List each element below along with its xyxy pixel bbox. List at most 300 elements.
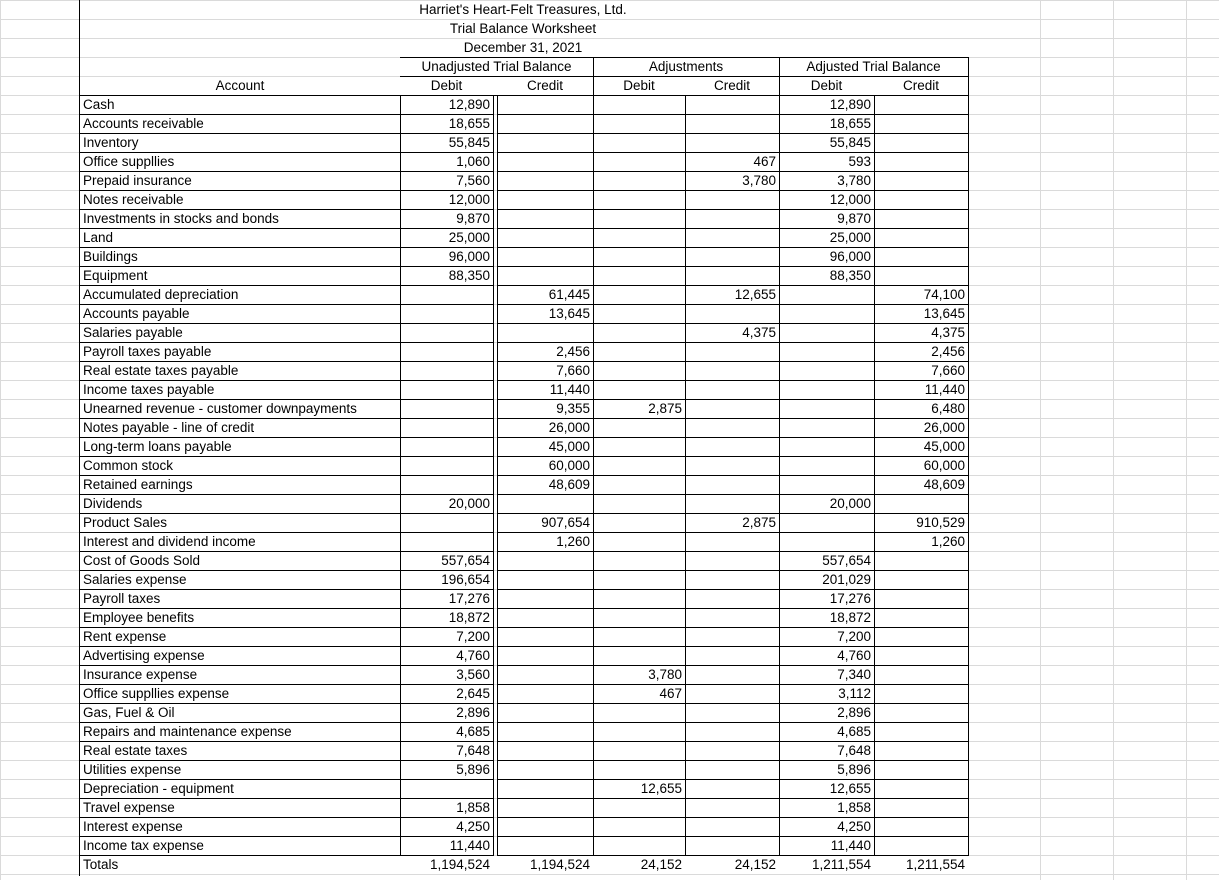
account-cell[interactable]: Notes receivable [83, 192, 184, 207]
unadjusted-debit-cell[interactable]: 2,645 [456, 686, 490, 701]
adjustments-debit-cell[interactable] [593, 171, 685, 190]
adjustments-debit-cell[interactable] [593, 152, 685, 171]
adjusted-credit-cell[interactable]: 13,645 [923, 306, 965, 321]
unadjusted-debit-cell[interactable]: 55,845 [448, 135, 490, 150]
account-cell[interactable]: Unearned revenue - customer downpayments [83, 401, 357, 416]
unadjusted-credit-cell[interactable] [497, 266, 593, 285]
adjustments-debit-cell[interactable] [593, 760, 685, 779]
totals-adjustments-debit[interactable]: 24,152 [640, 857, 682, 872]
unadjusted-debit-cell[interactable] [400, 380, 493, 399]
account-cell[interactable]: Accounts receivable [83, 116, 204, 131]
adjustments-debit-cell[interactable] [593, 836, 685, 855]
unadjusted-credit-cell[interactable] [497, 836, 593, 855]
unadjusted-trial-balance-header[interactable]: Unadjusted Trial Balance [421, 59, 572, 74]
adjustments-credit-cell[interactable]: 467 [753, 154, 776, 169]
unadjusted-credit-cell[interactable] [497, 817, 593, 836]
adjustments-debit-cell[interactable]: 12,655 [640, 781, 682, 796]
adjusted-debit-cell[interactable]: 557,654 [822, 553, 871, 568]
totals-unadjusted-debit[interactable]: 1,194,524 [429, 857, 490, 872]
adjustments-debit-cell[interactable] [593, 551, 685, 570]
adjusted-debit-cell[interactable]: 7,648 [837, 743, 871, 758]
adjustments-debit-cell[interactable] [593, 798, 685, 817]
unadjusted-debit-cell[interactable] [400, 285, 493, 304]
account-cell[interactable]: Salaries expense [83, 572, 187, 587]
unadjusted-credit-cell[interactable] [497, 684, 593, 703]
adjustments-credit-cell[interactable] [685, 95, 779, 114]
totals-adjusted-credit[interactable]: 1,211,554 [905, 857, 965, 872]
adjustments-debit-cell[interactable] [593, 437, 685, 456]
adjusted-credit-cell[interactable] [874, 608, 968, 627]
adjustments-credit-cell[interactable] [685, 494, 779, 513]
account-cell[interactable]: Office suppllies expense [83, 686, 230, 701]
unadjusted-debit-cell[interactable]: 96,000 [448, 249, 490, 264]
unadjusted-debit-cell[interactable]: 1,858 [456, 800, 490, 815]
adjusted-debit-header[interactable]: Debit [810, 78, 843, 93]
account-cell[interactable]: Notes payable - line of credit [83, 420, 255, 435]
adjusted-debit-cell[interactable]: 4,685 [837, 724, 871, 739]
adjustments-credit-cell[interactable] [685, 551, 779, 570]
adjusted-credit-cell[interactable]: 1,260 [931, 534, 965, 549]
unadjusted-debit-cell[interactable]: 4,685 [456, 724, 490, 739]
adjusted-debit-cell[interactable]: 11,440 [830, 838, 871, 853]
account-cell[interactable]: Cash [83, 97, 115, 112]
adjusted-debit-cell[interactable]: 55,845 [829, 135, 871, 150]
adjusted-credit-cell[interactable] [874, 190, 968, 209]
adjustments-debit-cell[interactable] [593, 285, 685, 304]
adjustments-credit-cell[interactable] [685, 722, 779, 741]
adjustments-credit-cell[interactable] [685, 399, 779, 418]
adjustments-debit-cell[interactable] [593, 513, 685, 532]
adjustments-debit-cell[interactable] [593, 361, 685, 380]
adjusted-debit-cell[interactable]: 12,000 [829, 192, 871, 207]
unadjusted-credit-cell[interactable]: 13,645 [548, 306, 590, 321]
adjusted-debit-cell[interactable]: 20,000 [829, 496, 871, 511]
adjustments-debit-cell[interactable]: 3,780 [648, 667, 682, 682]
adjusted-debit-cell[interactable]: 18,872 [829, 610, 871, 625]
adjustments-credit-cell[interactable]: 4,375 [742, 325, 776, 340]
adjusted-debit-cell[interactable]: 4,250 [837, 819, 871, 834]
unadjusted-credit-cell[interactable] [497, 228, 593, 247]
account-cell[interactable]: Utilities expense [83, 762, 182, 777]
account-cell[interactable]: Dividends [83, 496, 143, 511]
unadjusted-debit-cell[interactable] [400, 456, 493, 475]
unadjusted-credit-cell[interactable] [497, 589, 593, 608]
account-cell[interactable]: Investments in stocks and bonds [83, 211, 279, 226]
adjusted-credit-cell[interactable]: 45,000 [923, 439, 965, 454]
adjusted-debit-cell[interactable] [779, 361, 874, 380]
adjustments-credit-cell[interactable] [685, 589, 779, 608]
unadjusted-debit-cell[interactable]: 9,870 [456, 211, 490, 226]
adjusted-debit-cell[interactable]: 201,029 [822, 572, 871, 587]
adjusted-credit-cell[interactable] [874, 494, 968, 513]
adjusted-credit-cell[interactable]: 7,660 [931, 363, 965, 378]
unadjusted-debit-cell[interactable] [400, 532, 493, 551]
adjusted-debit-cell[interactable]: 4,760 [837, 648, 871, 663]
adjustments-credit-header[interactable]: Credit [713, 78, 750, 93]
adjusted-debit-cell[interactable]: 12,890 [829, 97, 871, 112]
adjusted-debit-cell[interactable]: 3,112 [838, 686, 871, 701]
adjustments-credit-cell[interactable] [685, 608, 779, 627]
adjustments-header[interactable]: Adjustments [648, 59, 724, 74]
adjustments-debit-cell[interactable] [593, 532, 685, 551]
unadjusted-credit-cell[interactable] [497, 171, 593, 190]
account-cell[interactable]: Equipment [83, 268, 148, 283]
adjustments-debit-cell[interactable] [593, 228, 685, 247]
adjusted-credit-cell[interactable] [874, 551, 968, 570]
account-cell[interactable]: Long-term loans payable [83, 439, 232, 454]
totals-label[interactable]: Totals [83, 857, 119, 872]
adjustments-credit-cell[interactable] [685, 817, 779, 836]
account-cell[interactable]: Retained earnings [83, 477, 193, 492]
unadjusted-debit-cell[interactable] [400, 323, 493, 342]
adjustments-debit-cell[interactable] [593, 817, 685, 836]
unadjusted-credit-cell[interactable] [497, 190, 593, 209]
unadjusted-credit-cell[interactable] [497, 323, 593, 342]
adjusted-credit-cell[interactable] [874, 646, 968, 665]
worksheet-date[interactable]: December 31, 2021 [463, 40, 583, 55]
adjustments-debit-cell[interactable] [593, 494, 685, 513]
adjusted-debit-cell[interactable]: 12,655 [829, 781, 871, 796]
totals-adjusted-debit[interactable]: 1,211,554 [811, 857, 871, 872]
adjustments-credit-cell[interactable] [685, 684, 779, 703]
unadjusted-credit-cell[interactable]: 60,000 [548, 458, 590, 473]
unadjusted-debit-cell[interactable]: 557,654 [441, 553, 490, 568]
account-cell[interactable]: Advertising expense [83, 648, 205, 663]
adjusted-debit-cell[interactable] [779, 456, 874, 475]
unadjusted-credit-cell[interactable]: 2,456 [556, 344, 590, 359]
unadjusted-debit-cell[interactable] [400, 399, 493, 418]
company-name[interactable]: Harriet's Heart-Felt Treasures, Ltd. [419, 2, 627, 17]
adjustments-credit-cell[interactable]: 12,655 [734, 287, 776, 302]
adjustments-credit-cell[interactable] [685, 190, 779, 209]
adjustments-debit-cell[interactable] [593, 646, 685, 665]
unadjusted-debit-cell[interactable]: 4,760 [456, 648, 490, 663]
account-cell[interactable]: Depreciation - equipment [83, 781, 234, 796]
account-cell[interactable]: Cost of Goods Sold [83, 553, 201, 568]
adjustments-debit-cell[interactable] [593, 570, 685, 589]
adjustments-credit-cell[interactable] [685, 703, 779, 722]
adjusted-debit-cell[interactable] [779, 532, 874, 551]
adjustments-credit-cell[interactable] [685, 570, 779, 589]
unadjusted-debit-cell[interactable]: 7,200 [456, 629, 490, 644]
adjustments-debit-cell[interactable] [593, 114, 685, 133]
unadjusted-debit-cell[interactable]: 7,560 [456, 173, 490, 188]
adjusted-credit-cell[interactable]: 26,000 [923, 420, 965, 435]
account-cell[interactable]: Product Sales [83, 515, 168, 530]
unadjusted-credit-cell[interactable] [497, 152, 593, 171]
adjustments-debit-cell[interactable] [593, 703, 685, 722]
unadjusted-debit-cell[interactable]: 18,872 [448, 610, 490, 625]
adjustments-credit-cell[interactable] [685, 456, 779, 475]
adjusted-debit-cell[interactable]: 18,655 [829, 116, 871, 131]
account-cell[interactable]: Real estate taxes [83, 743, 188, 758]
adjustments-debit-cell[interactable] [593, 95, 685, 114]
adjustments-credit-cell[interactable]: 3,780 [742, 173, 776, 188]
unadjusted-debit-cell[interactable]: 25,000 [448, 230, 490, 245]
unadjusted-credit-cell[interactable] [497, 133, 593, 152]
adjusted-credit-cell[interactable]: 2,456 [931, 344, 965, 359]
unadjusted-credit-cell[interactable]: 45,000 [548, 439, 590, 454]
adjustments-debit-cell[interactable] [593, 627, 685, 646]
adjusted-debit-cell[interactable] [779, 323, 874, 342]
unadjusted-debit-cell[interactable]: 18,655 [448, 116, 490, 131]
adjustments-credit-cell[interactable] [685, 418, 779, 437]
unadjusted-credit-cell[interactable]: 7,660 [556, 363, 590, 378]
account-cell[interactable]: Inventory [83, 135, 139, 150]
adjusted-credit-header[interactable]: Credit [902, 78, 939, 93]
totals-unadjusted-credit[interactable]: 1,194,524 [529, 857, 590, 872]
unadjusted-credit-cell[interactable] [497, 209, 593, 228]
adjustments-credit-cell[interactable] [685, 798, 779, 817]
unadjusted-debit-cell[interactable] [400, 779, 493, 798]
adjusted-debit-cell[interactable]: 2,896 [837, 705, 871, 720]
adjustments-credit-cell[interactable] [685, 380, 779, 399]
adjustments-credit-cell[interactable] [685, 741, 779, 760]
unadjusted-debit-cell[interactable]: 17,276 [448, 591, 490, 606]
adjustments-credit-cell[interactable] [685, 437, 779, 456]
account-cell[interactable]: Insurance expense [83, 667, 198, 682]
adjusted-debit-cell[interactable] [779, 475, 874, 494]
adjusted-credit-cell[interactable] [874, 798, 968, 817]
adjustments-credit-cell[interactable] [685, 532, 779, 551]
adjusted-credit-cell[interactable] [874, 171, 968, 190]
account-cell[interactable]: Travel expense [83, 800, 175, 815]
account-cell[interactable]: Rent expense [83, 629, 167, 644]
adjusted-credit-cell[interactable] [874, 722, 968, 741]
unadjusted-credit-cell[interactable] [497, 570, 593, 589]
adjusted-credit-cell[interactable] [874, 266, 968, 285]
adjusted-credit-cell[interactable]: 48,609 [923, 477, 965, 492]
adjustments-debit-cell[interactable] [593, 589, 685, 608]
adjustments-debit-cell[interactable] [593, 247, 685, 266]
adjustments-debit-cell[interactable] [593, 722, 685, 741]
adjusted-debit-cell[interactable] [779, 380, 874, 399]
adjustments-debit-cell[interactable] [593, 209, 685, 228]
unadjusted-credit-cell[interactable] [497, 779, 593, 798]
unadjusted-credit-cell[interactable] [497, 95, 593, 114]
account-cell[interactable]: Interest expense [83, 819, 183, 834]
worksheet-title[interactable]: Trial Balance Worksheet [449, 21, 597, 36]
unadjusted-credit-cell[interactable] [497, 494, 593, 513]
unadjusted-credit-cell[interactable] [497, 703, 593, 722]
adjustments-credit-cell[interactable] [685, 475, 779, 494]
adjusted-credit-cell[interactable] [874, 817, 968, 836]
unadjusted-credit-cell[interactable] [497, 760, 593, 779]
account-cell[interactable]: Interest and dividend income [83, 534, 256, 549]
adjusted-debit-cell[interactable]: 96,000 [829, 249, 871, 264]
account-cell[interactable]: Employee benefits [83, 610, 195, 625]
adjusted-credit-cell[interactable] [874, 665, 968, 684]
unadjusted-debit-cell[interactable]: 7,648 [456, 743, 490, 758]
adjusted-credit-cell[interactable] [874, 589, 968, 608]
unadjusted-debit-cell[interactable]: 1,060 [456, 154, 490, 169]
adjusted-debit-cell[interactable] [779, 418, 874, 437]
account-cell[interactable]: Land [83, 230, 114, 245]
adjusted-credit-cell[interactable]: 11,440 [924, 382, 965, 397]
adjustments-debit-cell[interactable] [593, 380, 685, 399]
adjustments-debit-header[interactable]: Debit [623, 78, 655, 93]
unadjusted-debit-cell[interactable] [400, 361, 493, 380]
unadjusted-debit-cell[interactable]: 11,440 [449, 838, 490, 853]
adjusted-credit-cell[interactable] [874, 95, 968, 114]
unadjusted-debit-cell[interactable]: 2,896 [456, 705, 490, 720]
unadjusted-credit-cell[interactable] [497, 627, 593, 646]
adjustments-credit-cell[interactable] [685, 760, 779, 779]
adjusted-debit-cell[interactable]: 17,276 [829, 591, 871, 606]
account-cell[interactable]: Buildings [83, 249, 138, 264]
account-cell[interactable]: Accounts payable [83, 306, 190, 321]
unadjusted-debit-cell[interactable]: 3,560 [456, 667, 490, 682]
unadjusted-debit-cell[interactable] [400, 475, 493, 494]
unadjusted-credit-cell[interactable] [497, 247, 593, 266]
adjustments-debit-cell[interactable]: 2,875 [648, 401, 682, 416]
account-cell[interactable]: Salaries payable [83, 325, 183, 340]
account-column-header[interactable]: Account [215, 78, 265, 93]
unadjusted-credit-cell[interactable] [497, 798, 593, 817]
adjusted-credit-cell[interactable] [874, 684, 968, 703]
adjusted-debit-cell[interactable]: 25,000 [829, 230, 871, 245]
unadjusted-debit-cell[interactable]: 4,250 [456, 819, 490, 834]
unadjusted-credit-cell[interactable] [497, 646, 593, 665]
unadjusted-credit-cell[interactable]: 61,445 [548, 287, 590, 302]
unadjusted-debit-cell[interactable] [400, 437, 493, 456]
adjusted-debit-cell[interactable]: 7,200 [837, 629, 871, 644]
adjustments-credit-cell[interactable] [685, 779, 779, 798]
unadjusted-debit-cell[interactable] [400, 304, 493, 323]
adjustments-debit-cell[interactable] [593, 342, 685, 361]
unadjusted-debit-cell[interactable]: 5,896 [456, 762, 490, 777]
adjusted-debit-cell[interactable]: 593 [848, 154, 871, 169]
unadjusted-debit-cell[interactable]: 20,000 [448, 496, 490, 511]
adjustments-debit-cell[interactable] [593, 323, 685, 342]
account-cell[interactable]: Gas, Fuel & Oil [83, 705, 175, 720]
adjusted-credit-cell[interactable] [874, 703, 968, 722]
adjustments-credit-cell[interactable] [685, 133, 779, 152]
adjustments-debit-cell[interactable] [593, 741, 685, 760]
adjusted-credit-cell[interactable] [874, 779, 968, 798]
adjustments-debit-cell[interactable] [593, 304, 685, 323]
adjustments-credit-cell[interactable] [685, 646, 779, 665]
unadjusted-credit-cell[interactable]: 9,355 [556, 401, 590, 416]
adjustments-credit-cell[interactable] [685, 836, 779, 855]
unadjusted-debit-cell[interactable]: 12,890 [448, 97, 490, 112]
adjustments-debit-cell[interactable] [593, 456, 685, 475]
unadjusted-debit-cell[interactable] [400, 342, 493, 361]
adjustments-debit-cell[interactable] [593, 475, 685, 494]
adjusted-credit-cell[interactable] [874, 741, 968, 760]
unadjusted-credit-header[interactable]: Credit [526, 78, 563, 93]
adjustments-credit-cell[interactable] [685, 361, 779, 380]
adjusted-debit-cell[interactable]: 7,340 [837, 667, 871, 682]
adjusted-debit-cell[interactable]: 3,780 [837, 173, 871, 188]
adjustments-credit-cell[interactable] [685, 665, 779, 684]
adjusted-trial-balance-header[interactable]: Adjusted Trial Balance [806, 59, 941, 74]
adjusted-credit-cell[interactable]: 6,480 [931, 401, 965, 416]
adjusted-credit-cell[interactable] [874, 836, 968, 855]
adjusted-credit-cell[interactable]: 60,000 [923, 458, 965, 473]
adjusted-credit-cell[interactable]: 910,529 [916, 515, 965, 530]
adjustments-credit-cell[interactable] [685, 114, 779, 133]
adjusted-debit-cell[interactable] [779, 513, 874, 532]
adjusted-credit-cell[interactable] [874, 627, 968, 646]
adjustments-credit-cell[interactable] [685, 342, 779, 361]
adjusted-debit-cell[interactable]: 5,896 [837, 762, 871, 777]
account-cell[interactable]: Income taxes payable [83, 382, 215, 397]
unadjusted-credit-cell[interactable] [497, 608, 593, 627]
adjusted-credit-cell[interactable] [874, 228, 968, 247]
unadjusted-credit-cell[interactable] [497, 722, 593, 741]
account-cell[interactable]: Common stock [83, 458, 174, 473]
account-cell[interactable]: Accumulated depreciation [83, 287, 239, 302]
adjusted-debit-cell[interactable]: 9,870 [837, 211, 871, 226]
unadjusted-credit-cell[interactable] [497, 551, 593, 570]
totals-adjustments-credit[interactable]: 24,152 [734, 857, 776, 872]
adjusted-debit-cell[interactable] [779, 304, 874, 323]
adjusted-debit-cell[interactable] [779, 399, 874, 418]
adjusted-debit-cell[interactable]: 88,350 [829, 268, 871, 283]
adjustments-credit-cell[interactable] [685, 627, 779, 646]
adjustments-debit-cell[interactable] [593, 190, 685, 209]
adjusted-credit-cell[interactable] [874, 209, 968, 228]
unadjusted-credit-cell[interactable]: 11,440 [549, 382, 590, 397]
unadjusted-debit-cell[interactable]: 12,000 [448, 192, 490, 207]
adjusted-credit-cell[interactable] [874, 133, 968, 152]
unadjusted-debit-cell[interactable]: 88,350 [448, 268, 490, 283]
unadjusted-credit-cell[interactable]: 26,000 [548, 420, 590, 435]
adjusted-debit-cell[interactable] [779, 342, 874, 361]
account-cell[interactable]: Real estate taxes payable [83, 363, 239, 378]
adjusted-credit-cell[interactable] [874, 760, 968, 779]
adjusted-debit-cell[interactable]: 1,858 [837, 800, 871, 815]
adjustments-credit-cell[interactable] [685, 228, 779, 247]
adjusted-debit-cell[interactable] [779, 437, 874, 456]
adjustments-debit-cell[interactable] [593, 133, 685, 152]
adjusted-debit-cell[interactable] [779, 285, 874, 304]
adjustments-credit-cell[interactable]: 2,875 [742, 515, 776, 530]
adjustments-debit-cell[interactable] [593, 266, 685, 285]
adjustments-debit-cell[interactable] [593, 608, 685, 627]
account-cell[interactable]: Payroll taxes payable [83, 344, 212, 359]
unadjusted-credit-cell[interactable] [497, 665, 593, 684]
unadjusted-debit-header[interactable]: Debit [430, 78, 463, 93]
adjusted-credit-cell[interactable]: 4,375 [931, 325, 965, 340]
adjustments-debit-cell[interactable]: 467 [659, 686, 682, 701]
adjustments-credit-cell[interactable] [685, 209, 779, 228]
account-cell[interactable]: Payroll taxes [83, 591, 161, 606]
adjustments-credit-cell[interactable] [685, 266, 779, 285]
adjustments-credit-cell[interactable] [685, 247, 779, 266]
adjusted-credit-cell[interactable] [874, 570, 968, 589]
adjusted-credit-cell[interactable] [874, 152, 968, 171]
unadjusted-credit-cell[interactable] [497, 114, 593, 133]
account-cell[interactable]: Income tax expense [83, 838, 204, 853]
unadjusted-debit-cell[interactable]: 196,654 [441, 572, 490, 587]
unadjusted-debit-cell[interactable] [400, 513, 493, 532]
adjustments-debit-cell[interactable] [593, 418, 685, 437]
adjusted-credit-cell[interactable] [874, 247, 968, 266]
adjustments-credit-cell[interactable] [685, 304, 779, 323]
account-cell[interactable]: Repairs and maintenance expense [83, 724, 292, 739]
account-cell[interactable]: Prepaid insurance [83, 173, 192, 188]
unadjusted-credit-cell[interactable] [497, 741, 593, 760]
unadjusted-credit-cell[interactable]: 907,654 [541, 515, 590, 530]
adjusted-credit-cell[interactable] [874, 114, 968, 133]
unadjusted-credit-cell[interactable]: 48,609 [548, 477, 590, 492]
unadjusted-credit-cell[interactable]: 1,260 [556, 534, 590, 549]
account-cell[interactable]: Office suppllies [83, 154, 175, 169]
adjusted-credit-cell[interactable]: 74,100 [923, 287, 965, 302]
unadjusted-debit-cell[interactable] [400, 418, 493, 437]
